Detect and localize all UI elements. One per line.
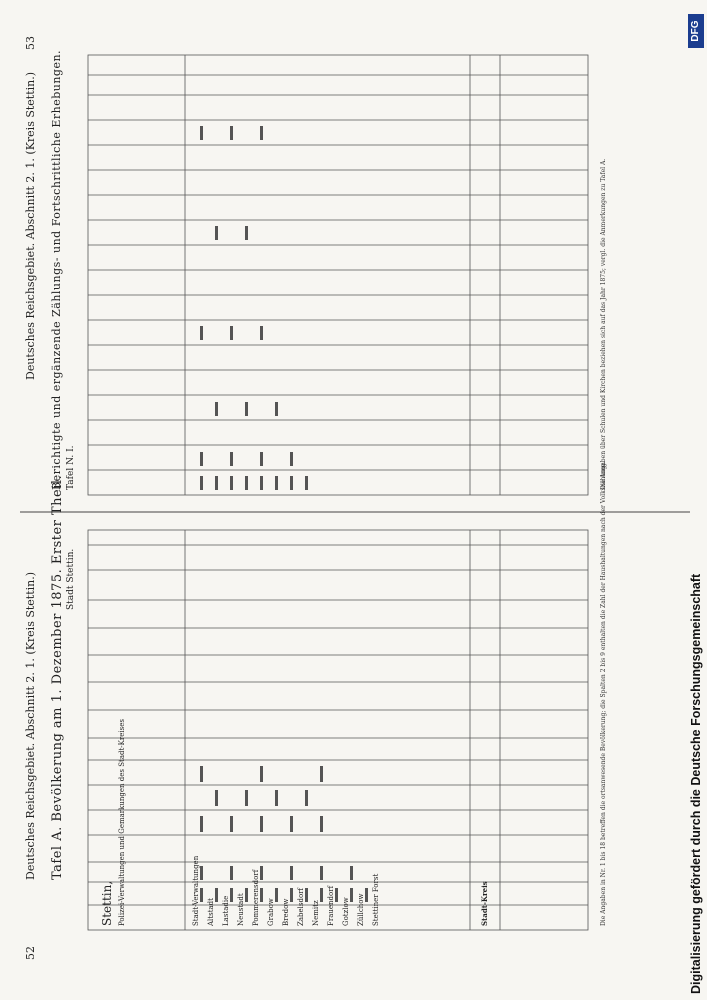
left-first-column-subheader: Polizei-Verwaltungen und Gemarkungen des Stadt-Kreises — [118, 719, 126, 926]
table-row-label: Bredow — [282, 898, 290, 926]
dfg-notice: Digitalisierung gefördert durch die Deutsche Forschungsgemeinschaft — [689, 573, 703, 994]
left-page-header: Deutsches Reichsgebiet. Abschnitt 2. 1. (Kreis Stettin.) — [24, 571, 37, 880]
right-table-subtitle: Tafel N. I. — [66, 445, 76, 490]
left-page-number: 52 — [24, 946, 37, 960]
scanned-figure-marks — [200, 126, 368, 902]
left-table-subtitle: Stadt Stettin. — [66, 548, 76, 610]
table-row-label: Gotzlow — [342, 897, 350, 926]
left-first-column-header: Stettin, — [100, 880, 114, 926]
left-table-title: Tafel A. Bevölkerung am 1. Dezember 1875. Erster Theil. — [50, 474, 65, 880]
table-row-label: Stettiner Forst — [372, 873, 380, 926]
left-table-lines — [88, 530, 588, 930]
table-row-label: Stadt-Verwaltungen — [192, 855, 200, 926]
right-table-lines — [88, 55, 588, 495]
table-row-label: Frauendorf — [327, 885, 335, 926]
right-table-title: Berichtigte und ergänzende Zählungs- und Fortschrittliche Erhebungen. — [50, 49, 63, 490]
right-footnote: Die Angaben über Schulen und Kirchen beziehen sich auf das Jahr 1875; vergl. die Anmerkungen zu Tafel A. — [600, 158, 607, 490]
table-row-label: Pommerensdorf — [252, 869, 260, 926]
left-footnote: Die Angaben in Nr. 1 bis 18 betreffen die ortsanwesende Bevölkerung; die Spalten 2 bis 9 enthalten die Zahl der Haushaltungen nach der Volkszählung. — [600, 461, 607, 926]
table-row-label: Neustadt — [237, 893, 245, 926]
table-row-label: Züllchow — [357, 893, 365, 926]
table-row-label: Lastadie — [222, 895, 230, 926]
table-row-label: Grabow — [267, 898, 275, 926]
dfg-logo: DFG — [688, 14, 704, 48]
table-row-label: Zabelsdorf — [297, 887, 305, 926]
table-row-label: Nemitz — [312, 900, 320, 926]
dfg-sidebar — [686, 6, 706, 994]
right-page-header: Deutsches Reichsgebiet. Abschnitt 2. 1. (Kreis Stettin.) — [24, 71, 37, 380]
table-total-label: Stadt-Kreis — [480, 881, 489, 926]
right-page-number: 53 — [24, 36, 37, 50]
table-row-label: Altstadt — [207, 898, 215, 926]
